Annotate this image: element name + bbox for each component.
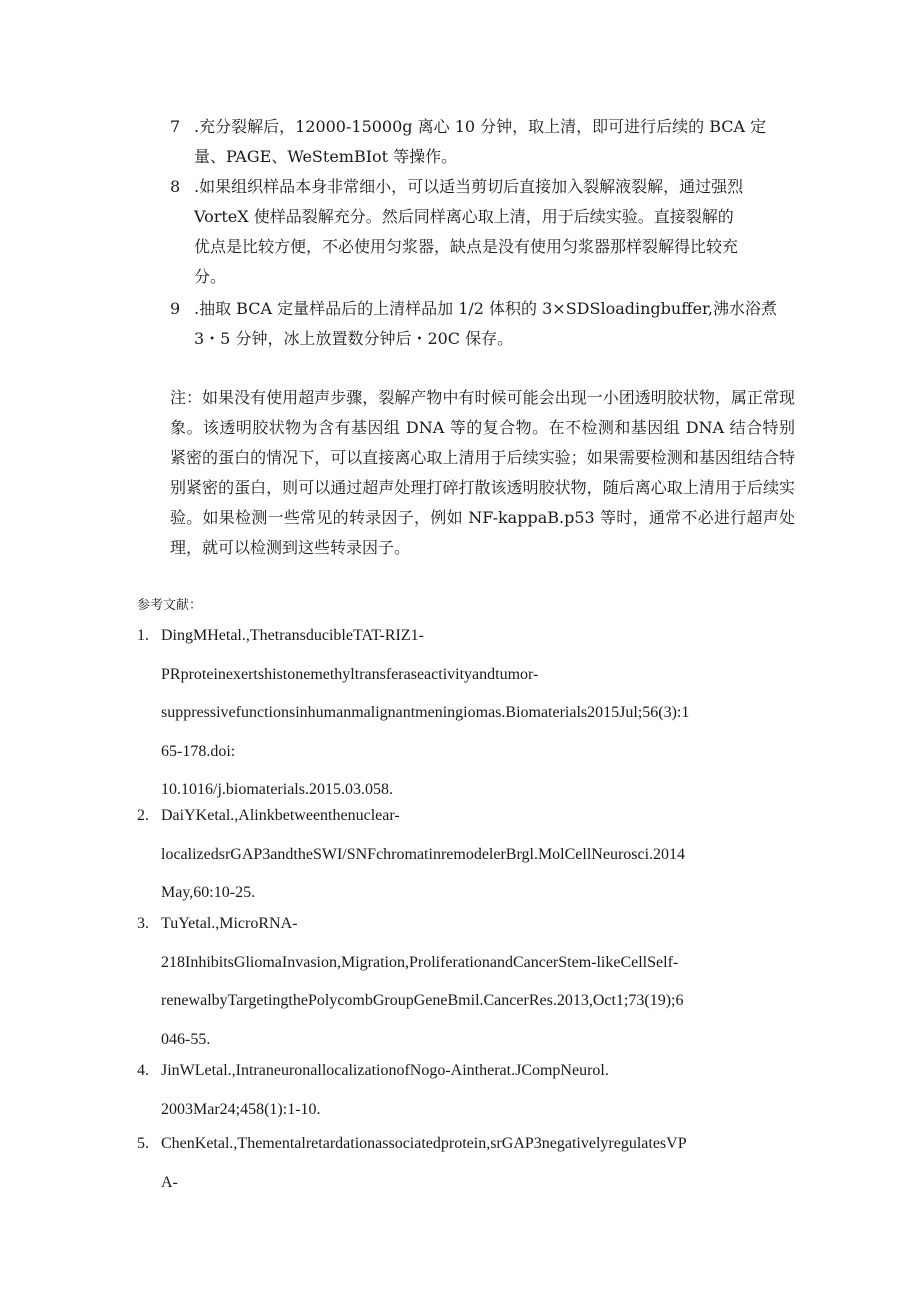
reference-number: 4. bbox=[137, 1062, 149, 1079]
reference-text: DingMHetal.,ThetransducibleTAT-RIZ1- PRproteinexertshistonemethyltransferaseactivityandtumor- suppressivefunctionsinhumanmalignantmeningiomas.Biomaterials2015Jul;56(3):1 65-178.doi: 10.1016/j.biomaterials.2015.03.058. bbox=[161, 627, 690, 798]
step-number: 9 bbox=[170, 299, 181, 318]
references-heading: 参考文献： bbox=[137, 598, 203, 613]
reference-number: 5. bbox=[137, 1135, 149, 1152]
reference-number: 1. bbox=[137, 627, 149, 644]
note-paragraph: 注：如果没有使用超声步骤，裂解产物中有时候可能会出现一小团透明胶状物，属正常现象。该透明胶状物为含有基因组 DNA 等的复合物。在不检测和基因组 DNA 结合特别紧密的蛋白的情况下，可以直接离心取上清用于后续实验；如果需要检测和基因组结合特别紧密的蛋白，则可以通过超声处理打碎打散该透明胶状物，随后离心取上清用于后续实验。如果检测一些常见的转录因子，例如 NF-kappaB.p53 等时，通常不必进行超声处理，就可以检测到这些转录因子。 bbox=[170, 388, 795, 557]
reference-text: DaiYKetal.,Alinkbetweenthenuclear- localizedsrGAP3andtheSWI/SNFchromatinremodelerBrgl.MolCellNeurosci.2014 May,60:10-25. bbox=[161, 807, 686, 901]
reference-text: TuYetal.,MicroRNA- 218InhibitsGliomaInvasion,Migration,ProliferationandCancerStem-likeCellSelf- renewalbyTargetingthePolycombGroupGeneBmil.CancerRes.2013,Oct1;73(19);6 046-55. bbox=[161, 915, 684, 1048]
reference-item bbox=[137, 617, 797, 810]
reference-item bbox=[137, 905, 797, 1059]
step-text: .充分裂解后，12000-15000g 离心 10 分钟，取上清，即可进行后续的 BCA 定 量、PAGE、WeStemBIot 等操作。 bbox=[194, 117, 767, 166]
reference-number: 3. bbox=[137, 915, 149, 932]
step-text: .抽取 BCA 定量样品后的上清样品加 1/2 体积的 3×SDSloadingbuffer,沸水浴煮 3・5 分钟，冰上放置数分钟后・20C 保存。 bbox=[194, 299, 778, 348]
step-7 bbox=[170, 112, 790, 172]
reference-text: ChenKetal.,Thementalretardationassociatedprotein,srGAP3negativelyregulatesVP A- bbox=[161, 1135, 687, 1191]
reference-item bbox=[137, 1052, 797, 1129]
reference-text: JinWLetal.,IntraneuronallocalizationofNogo-Aintherat.JCompNeurol. 2003Mar24;458(1):1-10. bbox=[161, 1062, 609, 1118]
step-number: 7 bbox=[170, 117, 181, 136]
reference-number: 2. bbox=[137, 807, 149, 824]
step-9 bbox=[170, 294, 790, 354]
step-text: .如果组织样品本身非常细小，可以适当剪切后直接加入裂解液裂解，通过强烈 VorteX 使样品裂解充分。然后同样离心取上清，用于后续实验。直接裂解的 优点是比较方便，不必使用匀浆器，缺点是没有使用匀浆器那样裂解得比较充 分。 bbox=[194, 177, 744, 286]
reference-item bbox=[137, 1125, 797, 1202]
step-8 bbox=[170, 172, 790, 292]
reference-item bbox=[137, 797, 797, 913]
step-number: 8 bbox=[170, 177, 181, 196]
